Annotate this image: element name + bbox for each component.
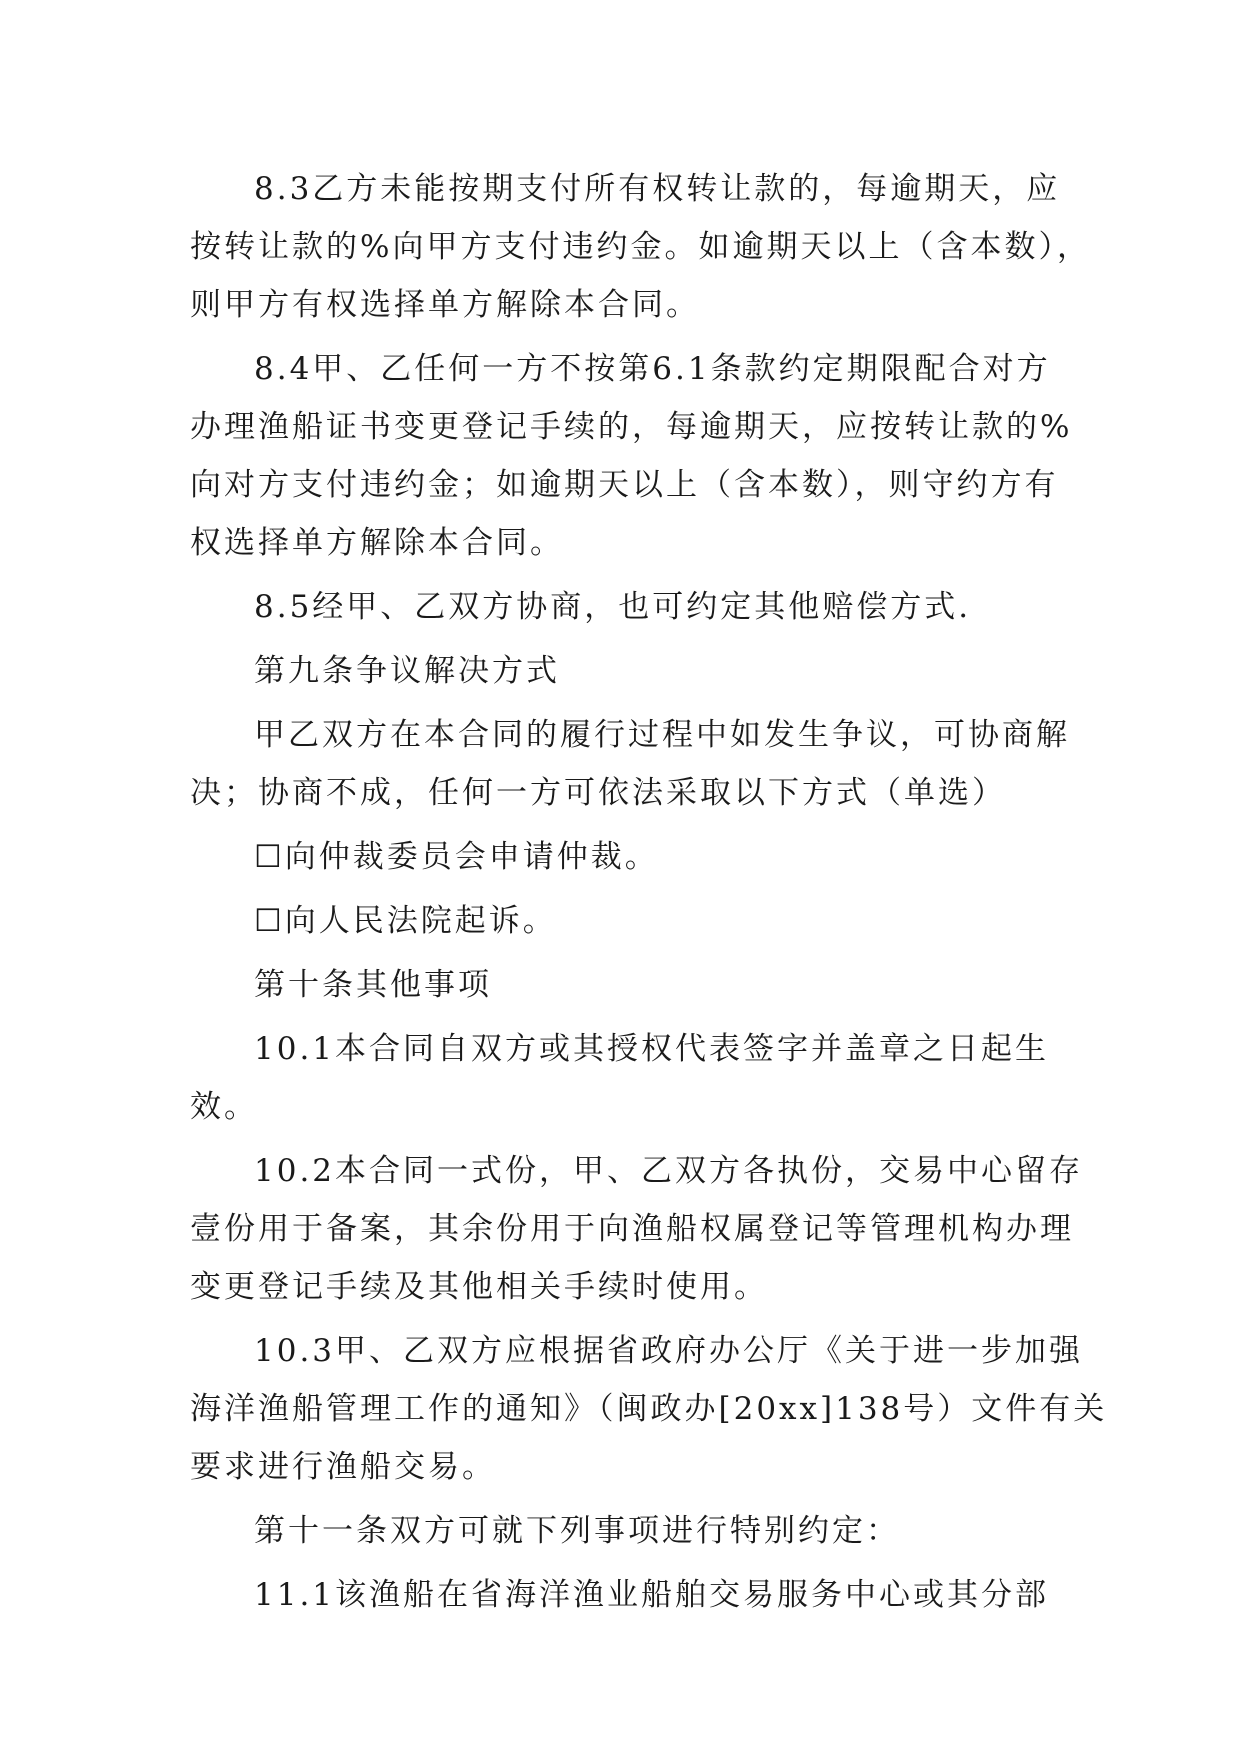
- text-line: 10.2本合同一式份，甲、乙双方各执份，交易中心留存: [254, 1153, 1084, 1189]
- text-line: 8.4甲、乙任何一方不按第6.1条款约定期限配合对方: [254, 351, 1051, 387]
- text-line: 8.5经甲、乙双方协商，也可约定其他赔偿方式.: [254, 589, 972, 625]
- text-line: 第十一条双方可就下列事项进行特别约定：: [254, 1513, 900, 1549]
- text-line: 10.1本合同自双方或其授权代表签字并盖章之日起生: [254, 1031, 1050, 1067]
- text-line: 向对方支付违约金；如逾期天以上（含本数），则守约方有: [190, 467, 1059, 503]
- text-line: 要求进行渔船交易。: [190, 1449, 496, 1485]
- text-line: ☐向仲裁委员会申请仲裁。: [254, 839, 659, 875]
- text-line: 按转让款的%向甲方支付违约金。如逾期天以上（含本数），: [190, 229, 1091, 265]
- text-line: ☐向人民法院起诉。: [254, 903, 557, 939]
- text-line: 效。: [190, 1089, 258, 1125]
- text-line: 8.3乙方未能按期支付所有权转让款的，每逾期天，应: [254, 171, 1061, 207]
- text-line: 决；协商不成，任何一方可依法采取以下方式（单选）: [190, 775, 1006, 811]
- text-line: 10.3甲、乙双方应根据省政府办公厅《关于进一步加强: [254, 1333, 1084, 1369]
- text-line: 海洋渔船管理工作的通知》（闽政办[20xx]138号）文件有关: [190, 1391, 1108, 1427]
- text-line: 甲乙双方在本合同的履行过程中如发生争议，可协商解: [254, 717, 1070, 753]
- text-line: 第九条争议解决方式: [254, 653, 560, 689]
- text-line: 壹份用于备案，其余份用于向渔船权属登记等管理机构办理: [190, 1211, 1074, 1247]
- text-line: 权选择单方解除本合同。: [190, 525, 564, 561]
- text-line: 则甲方有权选择单方解除本合同。: [190, 287, 700, 323]
- text-line: 变更登记手续及其他相关手续时使用。: [190, 1269, 768, 1305]
- text-line: 第十条其他事项: [254, 967, 492, 1003]
- text-line: 办理渔船证书变更登记手续的，每逾期天，应按转让款的%: [190, 409, 1073, 445]
- text-line: 11.1该渔船在省海洋渔业船舶交易服务中心或其分部: [254, 1577, 1050, 1613]
- document-body: [190, 160, 1108, 1624]
